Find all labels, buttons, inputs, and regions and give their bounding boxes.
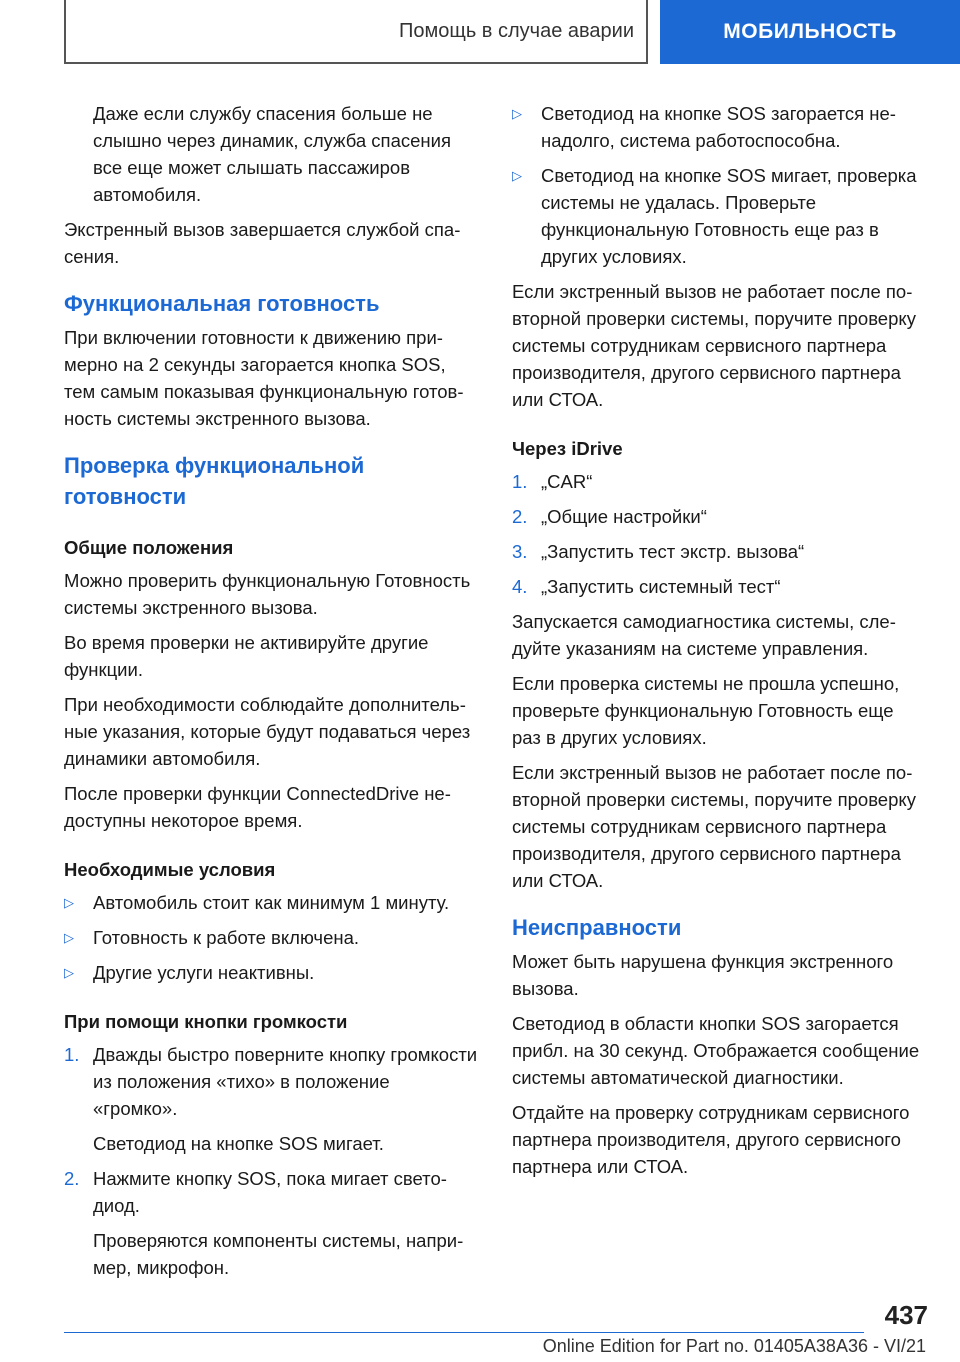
step-text: Нажмите кнопку SOS, пока мигает светодиод. xyxy=(93,1168,447,1216)
triangle-bullet-icon: ▷ xyxy=(64,895,74,910)
subheading-via-idrive: Через iDrive xyxy=(512,438,623,459)
paragraph: Если экстренный вызов не работает после повторной проверки системы, поручите проверку системы сотрудникам сервисного партнера производителя, другого сервисного партнера или СТОА. xyxy=(512,281,916,410)
step-item xyxy=(64,1041,478,1157)
list-item-text: Светодиод на кнопке SOS загорается ненадолго, система работоспособна. xyxy=(541,103,896,151)
paragraph: После проверки функции ConnectedDrive недоступны некоторое время. xyxy=(64,783,451,831)
list-item xyxy=(64,924,478,951)
list-item-text: Светодиод на кнопке SOS мигает, проверка системы не удалась. Проверьте функциональную Готовность еще раз в других условиях. xyxy=(541,165,917,267)
triangle-bullet-icon: ▷ xyxy=(64,930,74,945)
step-number: 2. xyxy=(64,1168,80,1189)
page-number: 437 xyxy=(884,1300,928,1330)
triangle-bullet-icon: ▷ xyxy=(64,965,74,980)
paragraph: При включении готовности к движению примерно на 2 секунды загорается кнопка SOS, тем самым показывая функциональную готовность системы экстренного вызова. xyxy=(64,327,464,429)
step-item xyxy=(512,573,926,600)
step-note: Светодиод на кнопке SOS мигает. xyxy=(93,1133,384,1154)
step-text: „CAR“ xyxy=(541,471,593,492)
paragraph: Может быть нарушена функция экстренного вызова. xyxy=(512,951,894,999)
left-column xyxy=(64,100,478,1289)
paragraph: Если проверка системы не прошла успешно, проверьте функциональную Готовность еще раз в других условиях. xyxy=(512,673,900,748)
step-text: „Запустить тест экстр. вызова“ xyxy=(541,541,805,562)
triangle-bullet-icon: ▷ xyxy=(512,106,522,121)
list-item xyxy=(64,889,478,916)
step-item xyxy=(64,1165,478,1281)
step-number: 4. xyxy=(512,576,528,597)
running-header-section: Помощь в случае аварии xyxy=(64,0,648,64)
step-note: Проверяются компоненты системы, например, микрофон. xyxy=(93,1230,464,1278)
heading-readiness-check: Проверка функциональной готовности xyxy=(64,453,365,509)
footer-edition: Online Edition for Part no. 01405A38A36 - VI/21 xyxy=(542,1336,926,1356)
list-item xyxy=(64,959,478,986)
step-number: 3. xyxy=(512,541,528,562)
paragraph: Отдайте на проверку сотрудникам сервисного партнера производителя, другого сервисного партнера или СТОА. xyxy=(512,1102,910,1177)
right-column xyxy=(512,100,926,1188)
list-item-text: Другие услуги неактивны. xyxy=(93,962,315,983)
paragraph: Экстренный вызов завершается службой спасения. xyxy=(64,219,461,267)
step-number: 2. xyxy=(512,506,528,527)
list-item-text: Автомобиль стоит как минимум 1 минуту. xyxy=(93,892,450,913)
paragraph: Светодиод в области кнопки SOS загорается прибл. на 30 секунд. Отображается сообщение системы автоматической диагностики. xyxy=(512,1013,920,1088)
list-item-text: Готовность к работе включена. xyxy=(93,927,360,948)
paragraph: Можно проверить функциональную Готовность системы экстренного вызова. xyxy=(64,570,471,618)
step-item xyxy=(512,468,926,495)
paragraph: При необходимости соблюдайте дополнительные указания, которые будут подаваться через динамики автомобиля. xyxy=(64,694,471,769)
list-item xyxy=(512,162,926,270)
subheading-volume-button: При помощи кнопки громкости xyxy=(64,1011,348,1032)
step-text: Дважды быстро поверните кнопку громкости из положения «тихо» в положение «громко». xyxy=(93,1044,478,1119)
heading-functional-readiness: Функциональная готовность xyxy=(64,291,380,316)
footer-divider xyxy=(64,1332,864,1333)
step-text: „Запустить системный тест“ xyxy=(541,576,781,597)
running-header-chapter: МОБИЛЬНОСТЬ xyxy=(660,0,960,64)
subheading-general: Общие положения xyxy=(64,537,234,558)
paragraph: Если экстренный вызов не работает после повторной проверки системы, поручите проверку системы сотрудникам сервисного партнера производителя, другого сервисного партнера или СТОА. xyxy=(512,762,916,891)
subheading-requirements: Необходимые условия xyxy=(64,859,276,880)
step-item xyxy=(512,503,926,530)
triangle-bullet-icon: ▷ xyxy=(512,168,522,183)
step-number: 1. xyxy=(64,1044,80,1065)
paragraph: Во время проверки не активируйте другие функции. xyxy=(64,632,429,680)
step-item xyxy=(512,538,926,565)
paragraph: Даже если службу спасения больше не слышно через динамик, служба спасения все еще может слышать пассажиров автомобиля. xyxy=(93,103,451,205)
step-number: 1. xyxy=(512,471,528,492)
heading-malfunctions: Неисправности xyxy=(512,915,682,940)
list-item xyxy=(512,100,926,154)
paragraph: Запускается самодиагностика системы, следуйте указаниям на системе управления. xyxy=(512,611,896,659)
step-text: „Общие настройки“ xyxy=(541,506,707,527)
